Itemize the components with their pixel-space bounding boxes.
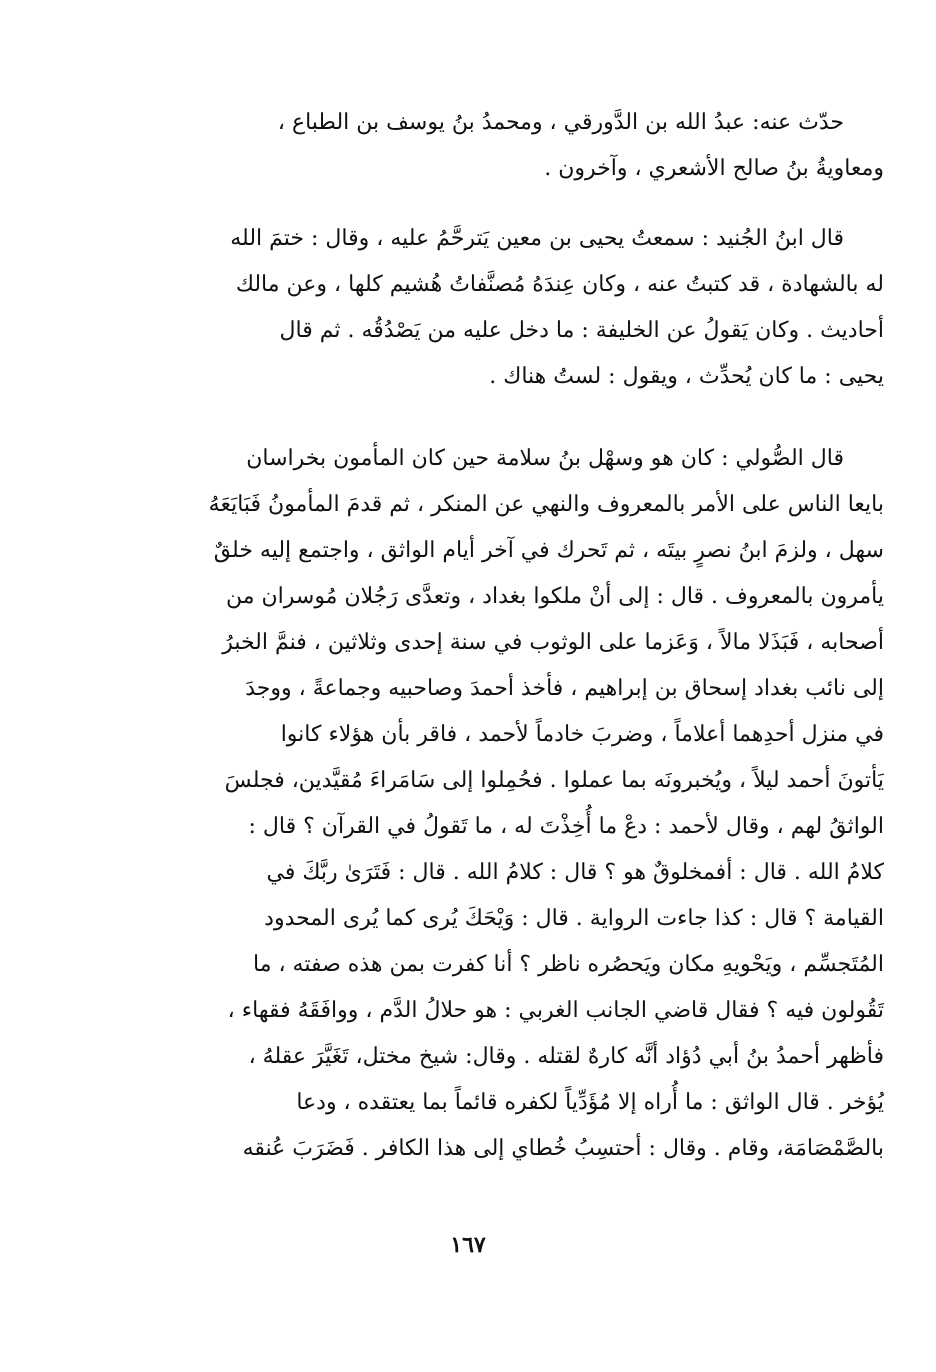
paragraph-2 (162, 216, 884, 400)
text-line: أحاديث . وكان يَقولُ عن الخليفة : ما دخل عليه من يَصْدُقُه . ثم قال (279, 318, 884, 343)
text-line: الواثقُ لهم ، وقال لأحمد : دعْ ما أُخِذْتَ له ، ما تَقولُ في القرآن ؟ قال : (248, 814, 884, 839)
text-line: ومعاويةُ بنُ صالح الأشعري ، وآخرون . (544, 156, 884, 181)
text-line: له بالشهادة ، قد كتبتُ عنه ، وكان عِندَهُ مُصنَّفاتُ هُشيم كلها ، وعن مالك (235, 272, 884, 297)
page-number: ١٦٧ (450, 1232, 486, 1258)
text-line: حدّث عنه: عبدُ الله بن الدَّورقي ، ومحمدُ بنُ يوسف بن الطباع ، (277, 110, 844, 135)
paragraph-1 (162, 100, 884, 192)
text-line: قال الصُّولي : كان هو وسهْل بنُ سلامة حين كان المأمون بخراسان (246, 446, 844, 471)
text-line: يأمرون بالمعروف . قال : إلى أنْ ملكوا بغداد ، وتعدَّى رَجُلان مُوسران من (225, 584, 884, 609)
text-line: في منزل أحدِهما أعلاماً ، وضربَ خادماً لأحمد ، فاقر بأن هؤلاء كانوا (280, 722, 884, 747)
text-line: يحيى : ما كان يُحدِّث ، ويقول : لستُ هناك . (489, 364, 884, 389)
text-line: يَأتونَ أحمد ليلاً ، ويُخبرونَه بما عملوا . فحُمِلوا إلى سَامَراءَ مُقيَّدين، فجلسَ (224, 768, 884, 793)
text-line: يُؤخر . قال الواثق : ما أُراه إلا مُؤَدِّياً لكفره قائماً بما يعتقده ، ودعا (296, 1090, 884, 1115)
text-line: بالصَّمْصَامَة، وقام . وقال : أحتسِبُ خُطاي إلى هذا الكافر . فَضَرَبَ عُنقه (242, 1136, 884, 1161)
text-line: كلامُ الله . قال : أفمخلوقٌ هو ؟ قال : كلامُ الله . قال : فَتَرَىٰ ربَّكَ في (266, 860, 884, 885)
text-line: تَقُولون فيه ؟ فقال قاضي الجانب الغربي : هو حلالُ الدَّم ، ووافَقَهُ فقهاء ، (227, 998, 884, 1023)
text-line: القيامة ؟ قال : كذا جاءت الرواية . قال : وَيْحَكَ يُرى كما يُرى المحدود (264, 906, 884, 931)
text-line: أصحابه ، فَبَذَلا مالاً ، وَعَزما على الوثوب في سنة إحدى وثلاثين ، فنمَّ الخبرُ (222, 630, 884, 655)
text-line: المُتَجسِّم ، ويَحْويهِ مكان ويَحصُره ناظر ؟ أنا كفرت بمن هذه صفته ، ما (252, 952, 884, 977)
text-line: قال ابنُ الجُنيد : سمعتُ يحيى بن معين يَترحَّمُ عليه ، وقال : ختمَ الله (230, 226, 844, 251)
text-line: سهل ، ولزمَ ابنُ نصرٍ بيتَه ، ثم تَحرك في آخر أيام الواثق ، واجتمع إليه خلقٌ (213, 538, 884, 563)
text-line: إلى نائب بغداد إسحاق بن إبراهيم ، فأخذ أحمدَ وصاحبيه وجماعةً ، ووجدَ (245, 676, 884, 701)
text-line: بايعا الناس على الأمر بالمعروف والنهي عن المنكر ، ثم قدمَ المأمونُ فَبَايَعَهُ (208, 492, 884, 517)
paragraph-3 (162, 436, 884, 1172)
text-line: فأظهر أحمدُ بنُ أبي دُؤاد أنَّه كارهٌ لقتله . وقال: شيخ مختل، تَغَيَّرَ عقلهُ ، (248, 1044, 884, 1069)
